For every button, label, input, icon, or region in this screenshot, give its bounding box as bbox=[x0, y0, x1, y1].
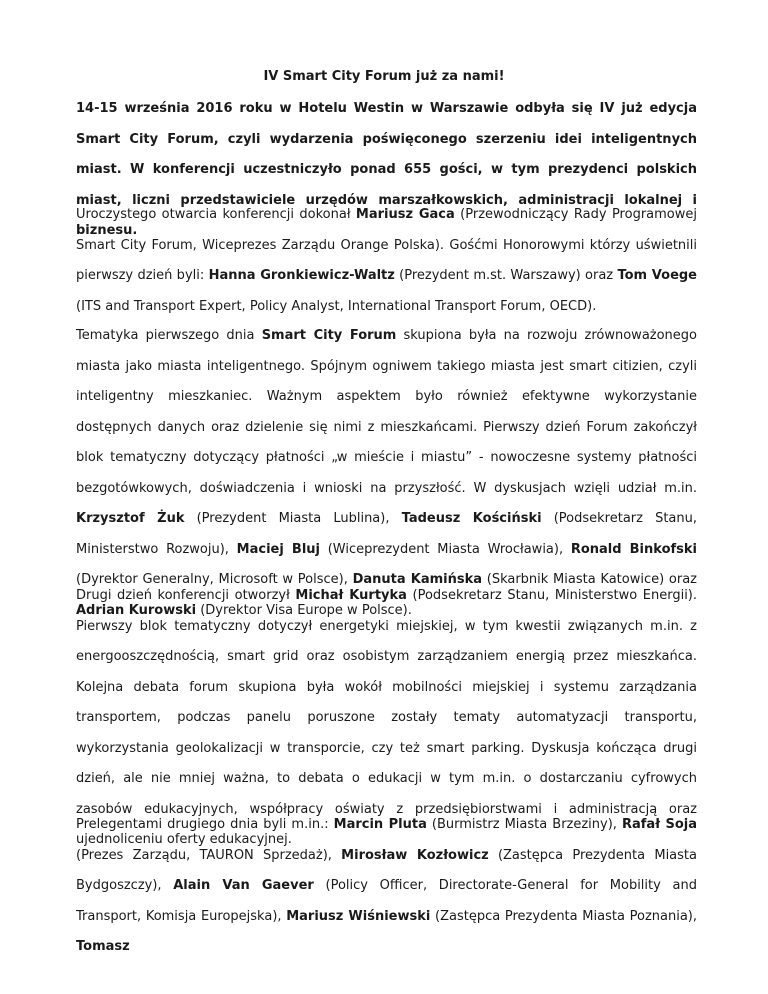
text-span: (Prezydent m.st. Warszawy) oraz bbox=[394, 268, 618, 283]
text-span: (ITS and Transport Expert, Policy Analyst, International Transport Forum, OECD). bbox=[76, 298, 597, 314]
event-name: Smart City Forum bbox=[261, 328, 397, 343]
person-name: Tadeusz Kościński bbox=[401, 511, 542, 526]
text-span: (Skarbnik Miasta Katowice) oraz bbox=[482, 572, 697, 587]
text-span: Prelegentami drugiego dnia byli m.in.: bbox=[76, 817, 334, 832]
paragraph-opening bbox=[76, 200, 697, 322]
text-span: Drugi dzień konferencji otworzył bbox=[76, 588, 296, 603]
lead-paragraph: 14-15 września 2016 roku w Hotelu Westin w Warszawie odbyła się IV już edycja Smart City Forum, czyli wydarzenia poświęconego szerzeniu idei inteligentnych miast. W konferencji uczestniczyło ponad 655 gości, w tym prezydenci polskich miast, liczni przedstawiciele urzędów marszałkowskich, administracji lokalnej i biznesu. bbox=[76, 101, 697, 238]
text-span: (Podsekretarz Stanu, Ministerstwo Rozwoju), bbox=[76, 511, 698, 557]
text-span: (Przewodniczący Rady Programowej Smart City Forum, Wiceprezes Zarządu Orange Polska). Gośćmi Honorowymi którzy uświetnili pierwszy dzień byli: bbox=[76, 207, 697, 283]
person-name: Michał Kurtyka bbox=[295, 588, 407, 603]
person-name: Krzysztof Żuk bbox=[76, 511, 185, 526]
text-span: (Prezydent Miasta Lublina), bbox=[184, 511, 402, 526]
person-name: Mariusz Wiśniewski bbox=[286, 908, 431, 924]
person-name: Ronald Binkofski bbox=[570, 541, 697, 557]
person-name: Maciej Bluj bbox=[236, 541, 320, 557]
page-title: IV Smart City Forum już za nami! bbox=[263, 69, 505, 84]
text-span: (Zastępca Prezydenta Miasta Bydgoszczy), bbox=[76, 847, 697, 893]
text-span: Tematyka pierwszego dnia bbox=[76, 328, 262, 343]
paragraph-speakers bbox=[76, 810, 697, 963]
person-name: Tomasz bbox=[76, 939, 130, 954]
text-span: Uroczystego otwarcia konferencji dokonał bbox=[76, 207, 356, 222]
text-span: (Podsekretarz Stanu, Ministerstwo Energii). Pierwszy blok tematyczny dotyczył energetyki miejskiej, w tym kwestii związanych m.in. z energooszczędnością, smart grid oraz osobistym zarządzaniem energią przez mieszkańca. Kolejna debata forum skupiona była wokół mobilności miejskiej i systemu zarządzania transportem, podczas panelu poruszone zostały tematy automatyzacji transportu, wykorzystania geolokalizacji w transporcie, czy też smart parking. Dyskusja kończąca drugi dzień, ale nie mniej ważna, to debata o edukacji w tym m.in. o dostarczaniu cyfrowych zasobów edukacyjnych, współpracy oświaty z przedsiębiorstwami i administracją oraz ujednoliceniu oferty edukacyjnej. bbox=[76, 588, 698, 847]
person-name: Mariusz Gaca bbox=[355, 207, 455, 222]
person-name: Adrian Kurowski bbox=[76, 602, 197, 618]
person-name: Alain Van Gaever bbox=[173, 878, 314, 893]
text-span: (Wiceprezydent Miasta Wrocławia), bbox=[320, 541, 571, 557]
text-span: (Prezes Zarządu, TAURON Sprzedaż), bbox=[76, 847, 342, 863]
text-span: (Zastępca Prezydenta Miasta Poznania), bbox=[430, 908, 697, 924]
person-name: Rafał Soja bbox=[621, 817, 697, 832]
text-span: skupiona była na rozwoju zrównoważonego miasta jako miasta inteligentnego. Spójnym ogniwem takiego miasta jest smart citizien, czyli inteligentny mieszkaniec. Ważnym aspektem było również efektywne wykorzystanie dostępnych danych oraz dzielenie się nimi z mieszkańcami. Pierwszy dzień Forum zakończył blok tematyczny dotyczący płatności „w mieście i miastu” - nowoczesne systemy płatności bezgotówkowych, doświadczenia i wnioski na przyszłość. W dyskusjach wzięli udział m.in. bbox=[76, 328, 698, 496]
text-span: (Burmistrz Miasta Brzeziny), bbox=[426, 817, 622, 832]
person-name: Tom Voege bbox=[617, 268, 698, 283]
person-name: Marcin Pluta bbox=[333, 817, 427, 832]
text-span: (Dyrektor Visa Europe w Polsce). bbox=[196, 602, 412, 618]
person-name: Hanna Gronkiewicz-Waltz bbox=[208, 268, 395, 283]
text-span: (Policy Officer, Directorate-General for Mobility and Transport, Komisja Europejska), bbox=[76, 878, 697, 924]
person-name: Danuta Kamińska bbox=[352, 572, 483, 587]
person-name: Mirosław Kozłowicz bbox=[341, 847, 489, 863]
text-span: (Dyrektor Generalny, Microsoft w Polsce), bbox=[76, 572, 353, 587]
